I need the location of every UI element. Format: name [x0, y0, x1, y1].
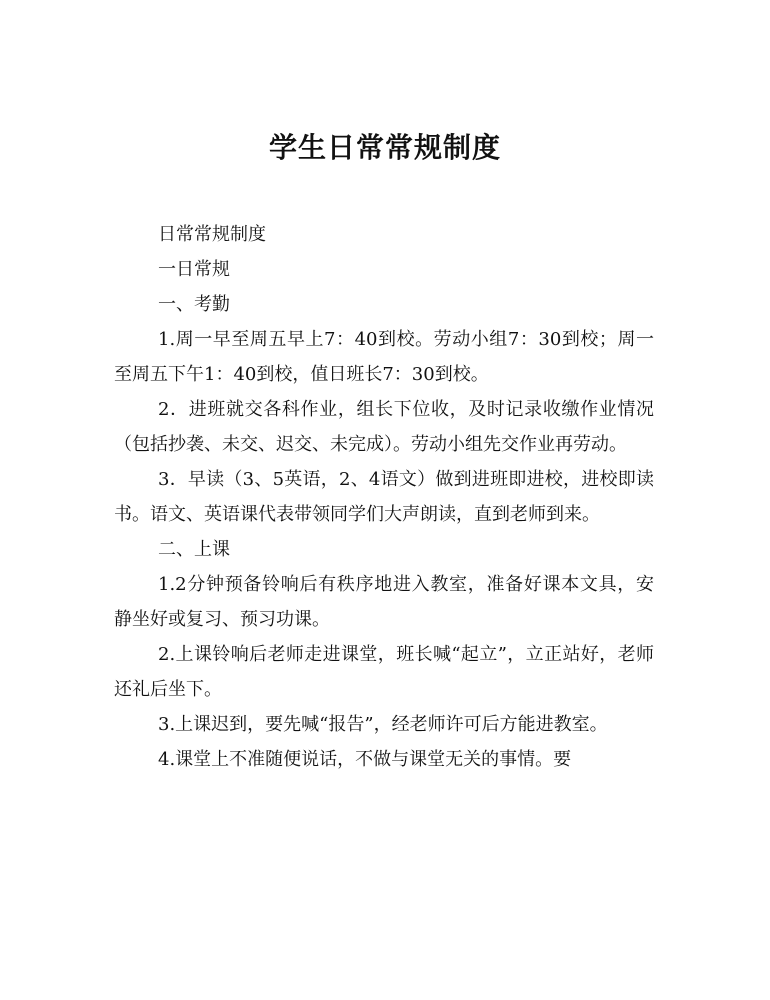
- paragraph: 3．早读（3、5英语，2、4语文）做到进班即进校，进校即读书。语文、英语课代表带领同学们大声朗读，直到老师到来。: [114, 469, 654, 525]
- paragraph: 3.上课迟到，要先喊“报告”，经老师许可后方能进教室。: [158, 714, 608, 735]
- paragraph: 1.周一早至周五早上7：40到校。劳动小组7：30到校；周一至周五下午1：40到校，值日班长7：30到校。: [114, 329, 654, 385]
- paragraph: 2．进班就交各科作业，组长下位收，及时记录收缴作业情况（包括抄袭、未交、迟交、未完成）。劳动小组先交作业再劳动。: [114, 399, 654, 455]
- section-heading: 一、考勤: [158, 294, 230, 315]
- paragraph: 4.课堂上不准随便说话，不做与课堂无关的事情。要: [158, 749, 572, 770]
- paragraph: 日常常规制度: [158, 224, 266, 245]
- paragraph: 1.2分钟预备铃响后有秩序地进入教室，准备好课本文具，安静坐好或复习、预习功课。: [114, 574, 654, 630]
- paragraph: 一日常规: [158, 259, 230, 280]
- document-title: 学生日常常规制度: [268, 131, 501, 164]
- section-heading: 二、上课: [158, 539, 230, 560]
- document-body: [114, 217, 654, 777]
- paragraph: 2.上课铃响后老师走进课堂，班长喊“起立”，立正站好，老师还礼后坐下。: [114, 644, 654, 700]
